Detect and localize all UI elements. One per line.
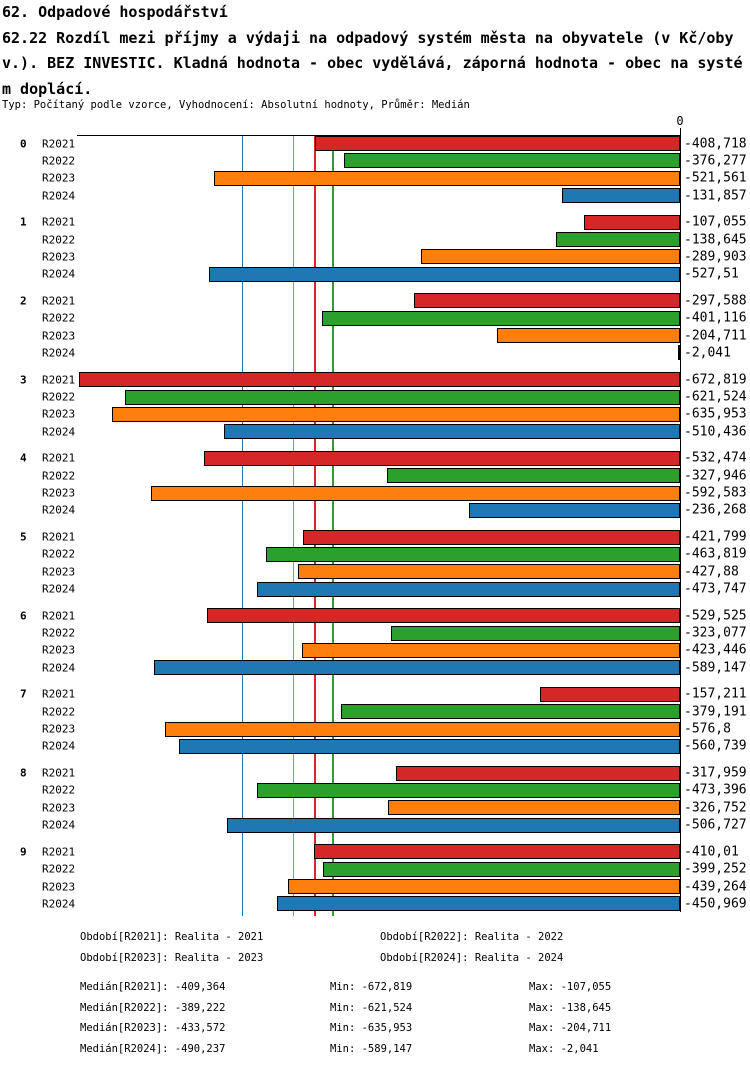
bar-0-r2023 bbox=[214, 171, 680, 186]
value-label-8-r2023: -326,752 bbox=[684, 800, 747, 816]
group-label-7: 7 bbox=[20, 687, 27, 701]
value-label-0-r2021: -408,718 bbox=[684, 136, 747, 151]
series-label-r2024: R2024 bbox=[42, 582, 76, 596]
group-label-5: 5 bbox=[20, 530, 27, 544]
bar-8-r2022 bbox=[257, 783, 680, 798]
series-label-r2023: R2023 bbox=[42, 801, 76, 815]
value-label-3-r2023: -635,953 bbox=[684, 406, 747, 422]
stat-median-r2023: Medián[R2023]: -433,572 bbox=[80, 1022, 226, 1034]
value-label-9-r2022: -399,252 bbox=[684, 861, 747, 877]
series-label-r2023: R2023 bbox=[42, 171, 76, 185]
group-label-8: 8 bbox=[20, 766, 27, 780]
series-label-r2022: R2022 bbox=[42, 311, 76, 325]
y-axis-line bbox=[680, 128, 682, 912]
value-label-6-r2023: -423,446 bbox=[684, 642, 747, 658]
value-label-0-r2022: -376,277 bbox=[684, 153, 747, 169]
value-label-8-r2024: -506,727 bbox=[684, 817, 747, 833]
bar-4-r2021 bbox=[204, 451, 680, 466]
value-label-9-r2024: -450,969 bbox=[684, 896, 747, 912]
stat-median-r2024: Medián[R2024]: -490,237 bbox=[80, 1042, 226, 1055]
series-label-r2022: R2022 bbox=[42, 469, 76, 483]
series-label-r2022: R2022 bbox=[42, 862, 76, 876]
bar-3-r2021 bbox=[79, 372, 680, 387]
stat-min-r2024: Min: -589,147 bbox=[330, 1042, 413, 1055]
bar-5-r2024 bbox=[257, 582, 680, 597]
series-label-r2024: R2024 bbox=[42, 425, 76, 439]
value-label-4-r2024: -236,268 bbox=[684, 502, 747, 518]
value-label-5-r2024: -473,747 bbox=[684, 581, 747, 597]
value-label-4-r2021: -532,474 bbox=[684, 450, 747, 466]
bar-7-r2021 bbox=[540, 687, 680, 702]
value-label-2-r2023: -204,711 bbox=[684, 328, 747, 344]
stat-max-r2021: Max: -107,055 bbox=[529, 981, 612, 993]
value-label-2-r2024: -2,041 bbox=[684, 345, 731, 361]
legend-item-r2021: Období[R2021]: Realita - 2021 bbox=[80, 931, 264, 943]
series-label-r2021: R2021 bbox=[42, 609, 76, 623]
bar-7-r2022 bbox=[341, 704, 680, 719]
series-label-r2022: R2022 bbox=[42, 783, 76, 797]
x-axis-baseline bbox=[77, 135, 680, 136]
stat-min-r2021: Min: -672,819 bbox=[330, 981, 413, 993]
series-label-r2024: R2024 bbox=[42, 661, 76, 675]
group-label-1: 1 bbox=[20, 215, 27, 229]
series-label-r2024: R2024 bbox=[42, 346, 76, 360]
value-label-6-r2022: -323,077 bbox=[684, 625, 747, 641]
bar-2-r2022 bbox=[322, 311, 680, 326]
value-label-8-r2022: -473,396 bbox=[684, 782, 747, 798]
bar-1-r2022 bbox=[556, 232, 680, 247]
legend-item-r2023: Období[R2023]: Realita - 2023 bbox=[80, 951, 264, 964]
value-label-2-r2022: -401,116 bbox=[684, 310, 747, 326]
value-label-0-r2023: -521,561 bbox=[684, 170, 747, 186]
value-label-5-r2022: -463,819 bbox=[684, 546, 747, 562]
bar-2-r2021 bbox=[414, 293, 680, 308]
bar-4-r2024 bbox=[469, 503, 680, 518]
page-title: 62. Odpadové hospodářství bbox=[2, 3, 228, 21]
series-label-r2024: R2024 bbox=[42, 267, 76, 281]
group-label-6: 6 bbox=[20, 609, 27, 623]
value-label-3-r2022: -621,524 bbox=[684, 389, 747, 405]
series-label-r2021: R2021 bbox=[42, 215, 76, 229]
bar-5-r2023 bbox=[298, 564, 680, 579]
chart-meta-line: Typ: Počítaný podle vzorce, Vyhodnocení: Absolutní hodnoty, Průměr: Medián bbox=[2, 99, 470, 111]
median-line-r2022 bbox=[332, 135, 333, 916]
bar-9-r2024 bbox=[277, 896, 680, 911]
bar-5-r2021 bbox=[303, 530, 680, 545]
value-label-7-r2021: -157,211 bbox=[684, 686, 747, 702]
bar-7-r2023 bbox=[165, 722, 680, 737]
series-label-r2024: R2024 bbox=[42, 503, 76, 517]
series-label-r2022: R2022 bbox=[42, 626, 76, 640]
bar-0-r2021 bbox=[315, 136, 680, 151]
stat-min-r2023: Min: -635,953 bbox=[330, 1022, 413, 1034]
bar-6-r2024 bbox=[154, 660, 680, 675]
bar-7-r2024 bbox=[179, 739, 680, 754]
stat-median-r2021: Medián[R2021]: -409,364 bbox=[80, 981, 226, 993]
value-label-1-r2023: -289,903 bbox=[684, 249, 747, 265]
value-label-7-r2023: -576,8 bbox=[684, 721, 731, 737]
value-label-9-r2021: -410,01 bbox=[684, 844, 739, 860]
series-label-r2024: R2024 bbox=[42, 739, 76, 753]
series-label-r2023: R2023 bbox=[42, 643, 76, 657]
stat-min-r2022: Min: -621,524 bbox=[330, 1001, 413, 1014]
series-label-r2021: R2021 bbox=[42, 766, 76, 780]
series-label-r2024: R2024 bbox=[42, 189, 76, 203]
series-label-r2023: R2023 bbox=[42, 880, 76, 893]
value-label-5-r2023: -427,88 bbox=[684, 564, 739, 580]
series-label-r2024: R2024 bbox=[42, 818, 76, 832]
series-label-r2022: R2022 bbox=[42, 154, 76, 168]
series-label-r2022: R2022 bbox=[42, 233, 76, 247]
bar-4-r2023 bbox=[151, 486, 680, 501]
stat-max-r2022: Max: -138,645 bbox=[529, 1001, 612, 1014]
value-label-3-r2024: -510,436 bbox=[684, 424, 747, 440]
group-label-0: 0 bbox=[20, 137, 27, 150]
chart-subtitle: 62.22 Rozdíl mezi příjmy a výdaji na odpadový systém města na obyvatele (v Kč/obyv.). BEZ INVESTIC. Kladná hodnota - obec vydělává, záporná hodnota - obec na systém doplácí. bbox=[2, 28, 743, 99]
median-line-r2024 bbox=[242, 135, 243, 916]
bar-4-r2022 bbox=[387, 468, 680, 483]
value-label-6-r2021: -529,525 bbox=[684, 608, 747, 624]
series-label-r2022: R2022 bbox=[42, 390, 76, 404]
value-label-1-r2021: -107,055 bbox=[684, 214, 747, 230]
series-label-r2023: R2023 bbox=[42, 722, 76, 736]
series-label-r2022: R2022 bbox=[42, 547, 76, 561]
bar-8-r2023 bbox=[388, 800, 680, 815]
series-label-r2023: R2023 bbox=[42, 250, 76, 264]
stat-median-r2022: Medián[R2022]: -389,222 bbox=[80, 1001, 226, 1014]
value-label-5-r2021: -421,799 bbox=[684, 529, 747, 545]
series-label-r2023: R2023 bbox=[42, 329, 76, 343]
value-label-6-r2024: -589,147 bbox=[684, 660, 747, 676]
series-label-r2021: R2021 bbox=[42, 294, 76, 308]
series-label-r2021: R2021 bbox=[42, 687, 76, 701]
bar-5-r2022 bbox=[266, 547, 680, 562]
value-label-7-r2024: -560,739 bbox=[684, 738, 747, 754]
series-label-r2021: R2021 bbox=[42, 373, 76, 387]
bar-2-r2023 bbox=[497, 328, 680, 343]
value-label-1-r2024: -527,51 bbox=[684, 266, 739, 282]
series-label-r2021: R2021 bbox=[42, 845, 76, 859]
value-label-1-r2022: -138,645 bbox=[684, 232, 747, 248]
value-label-2-r2021: -297,588 bbox=[684, 293, 747, 309]
series-label-r2021: R2021 bbox=[42, 530, 76, 544]
series-label-r2023: R2023 bbox=[42, 486, 76, 500]
stat-max-r2023: Max: -204,711 bbox=[529, 1022, 612, 1034]
bar-9-r2022 bbox=[323, 862, 680, 877]
bar-0-r2024 bbox=[562, 188, 680, 203]
series-label-r2024: R2024 bbox=[42, 897, 76, 911]
legend-item-r2024: Období[R2024]: Realita - 2024 bbox=[380, 951, 564, 964]
bar-6-r2023 bbox=[302, 643, 680, 658]
legend-item-r2022: Období[R2022]: Realita - 2022 bbox=[380, 931, 564, 943]
median-line-r2023 bbox=[293, 135, 294, 916]
median-line-r2021 bbox=[314, 135, 315, 916]
group-label-9: 9 bbox=[20, 845, 27, 859]
bar-6-r2021 bbox=[207, 608, 680, 623]
series-label-r2023: R2023 bbox=[42, 407, 76, 421]
bar-1-r2023 bbox=[421, 249, 680, 264]
group-label-3: 3 bbox=[20, 373, 27, 387]
series-label-r2022: R2022 bbox=[42, 705, 76, 719]
series-label-r2023: R2023 bbox=[42, 565, 76, 579]
value-label-3-r2021: -672,819 bbox=[684, 372, 747, 388]
group-label-2: 2 bbox=[20, 294, 27, 308]
bar-8-r2024 bbox=[227, 818, 680, 833]
series-label-r2021: R2021 bbox=[42, 451, 76, 465]
bar-9-r2023 bbox=[288, 879, 680, 894]
axis-zero-label: 0 bbox=[676, 114, 684, 128]
value-label-9-r2023: -439,264 bbox=[684, 879, 747, 894]
bar-6-r2022 bbox=[391, 626, 680, 641]
bar-9-r2021 bbox=[314, 844, 680, 859]
value-label-4-r2022: -327,946 bbox=[684, 468, 747, 484]
value-label-0-r2024: -131,857 bbox=[684, 188, 747, 204]
group-label-4: 4 bbox=[20, 451, 27, 465]
stat-max-r2024: Max: -2,041 bbox=[529, 1042, 599, 1055]
bar-1-r2021 bbox=[584, 215, 680, 230]
series-label-r2021: R2021 bbox=[42, 137, 76, 150]
value-label-7-r2022: -379,191 bbox=[684, 704, 747, 720]
bar-0-r2022 bbox=[344, 153, 680, 168]
value-label-4-r2023: -592,583 bbox=[684, 485, 747, 501]
bar-3-r2022 bbox=[125, 390, 680, 405]
bar-3-r2024 bbox=[224, 424, 680, 439]
bar-3-r2023 bbox=[112, 407, 680, 422]
bar-8-r2021 bbox=[396, 766, 680, 781]
value-label-8-r2021: -317,959 bbox=[684, 765, 747, 781]
bar-1-r2024 bbox=[209, 267, 680, 282]
